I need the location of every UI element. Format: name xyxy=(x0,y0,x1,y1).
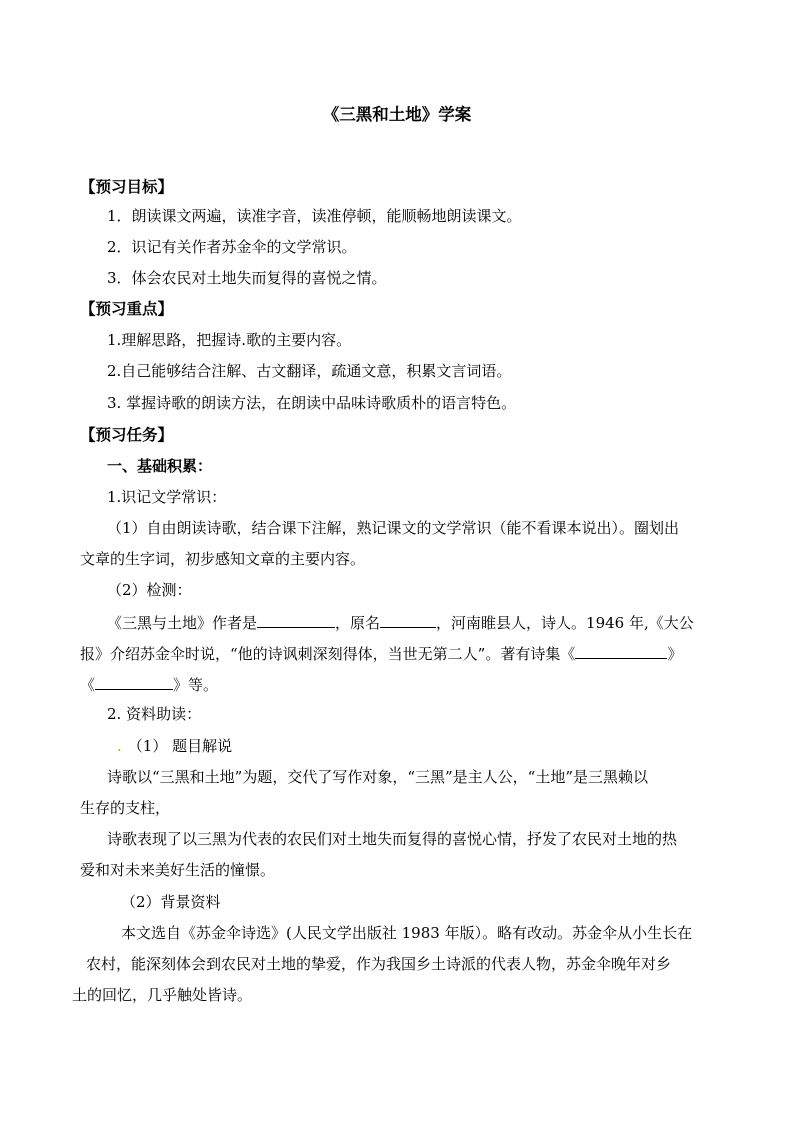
subheading-basic: 一、基础积累： xyxy=(107,457,213,475)
fill-blank-poetry-collection-2[interactable] xyxy=(95,674,173,690)
title-explanation-heading xyxy=(117,737,232,755)
test-text: 《三黑与土地》作者是 xyxy=(107,614,258,632)
page-title: 《三黑和土地》学案 xyxy=(322,105,472,124)
title-explanation-label: （1） 题目解说 xyxy=(127,737,233,755)
section-heading-goals: 【预习目标】 xyxy=(80,177,174,196)
test-line-1 xyxy=(107,612,694,632)
task-paragraph-1-line-1: （1）自由朗读诗歌，结合课下注解，熟记课文的文学常识（能不看课本说出）。圈划出 xyxy=(107,519,680,537)
title-explanation-line-3: 诗歌表现了以三黑为代表的农民们对土地失而复得的喜悦心情，抒发了农民对土地的热 xyxy=(107,830,678,848)
background-line-2: 农村，能深刻体会到农民对土地的挚爱，作为我国乡土诗派的代表人物，苏金伞晚年对乡 xyxy=(86,955,672,973)
focus-item-1: 1.理解思路，把握诗.歌的主要内容。 xyxy=(107,331,352,349)
task-item-1: 1.识记文学常识： xyxy=(107,488,227,506)
section-heading-tasks: 【预习任务】 xyxy=(80,425,174,444)
task-item-2: 2. 资料助读： xyxy=(107,705,202,723)
test-text: ，河南睢县人，诗人。1946 年,《大公 xyxy=(436,614,694,632)
title-explanation-line-4: 爱和对未来美好生活的憧憬。 xyxy=(80,861,276,879)
test-text: ，原名 xyxy=(335,614,381,632)
test-text: 报》介绍苏金伞时说，“他的诗讽刺深刻得体，当世无第二人”。著有诗集《 xyxy=(80,645,576,663)
title-explanation-line-2: 生存的支柱， xyxy=(80,799,171,817)
test-text: 》 xyxy=(667,645,683,663)
goal-item-3: 3．体会农民对土地失而复得的喜悦之情。 xyxy=(107,269,387,287)
goal-item-1: 1．朗读课文两遍，读准字音，读准停顿，能顺畅地朗读课文。 xyxy=(107,207,522,225)
fill-blank-poetry-collection-1[interactable] xyxy=(575,643,667,659)
title-explanation-line-1: 诗歌以“三黑和土地”为题，交代了写作对象，“三黑”是主人公，“土地”是三黑赖以 xyxy=(107,768,649,786)
task-paragraph-2: （2）检测： xyxy=(107,581,192,599)
fill-blank-author[interactable] xyxy=(257,612,335,628)
focus-item-3: 3. 掌握诗歌的朗读方法，在朗读中品味诗歌质朴的语言特色。 xyxy=(107,394,517,412)
goal-item-2: 2．识记有关作者苏金伞的文学常识。 xyxy=(107,238,357,256)
task-paragraph-1-line-2: 文章的生字词，初步感知文章的主要内容。 xyxy=(80,550,366,568)
test-text: 》等。 xyxy=(173,676,219,694)
test-line-2 xyxy=(80,643,682,663)
background-line-1: 本文选自《苏金伞诗选》(人民文学出版社 1983 年版）。略有改动。苏金伞从小生长在 xyxy=(121,924,693,942)
section-heading-focus: 【预习重点】 xyxy=(80,299,174,318)
fill-blank-original-name[interactable] xyxy=(380,612,436,628)
test-line-3 xyxy=(80,674,218,694)
focus-item-2: 2.自己能够结合注解、古文翻译，疏通文意，积累文言词语。 xyxy=(107,362,512,380)
test-text: 《 xyxy=(80,676,96,694)
background-heading: （2）背景资料 xyxy=(121,893,221,911)
stray-dot: . xyxy=(117,737,122,755)
background-line-3: 土的回忆，几乎触处皆诗。 xyxy=(72,986,253,1004)
